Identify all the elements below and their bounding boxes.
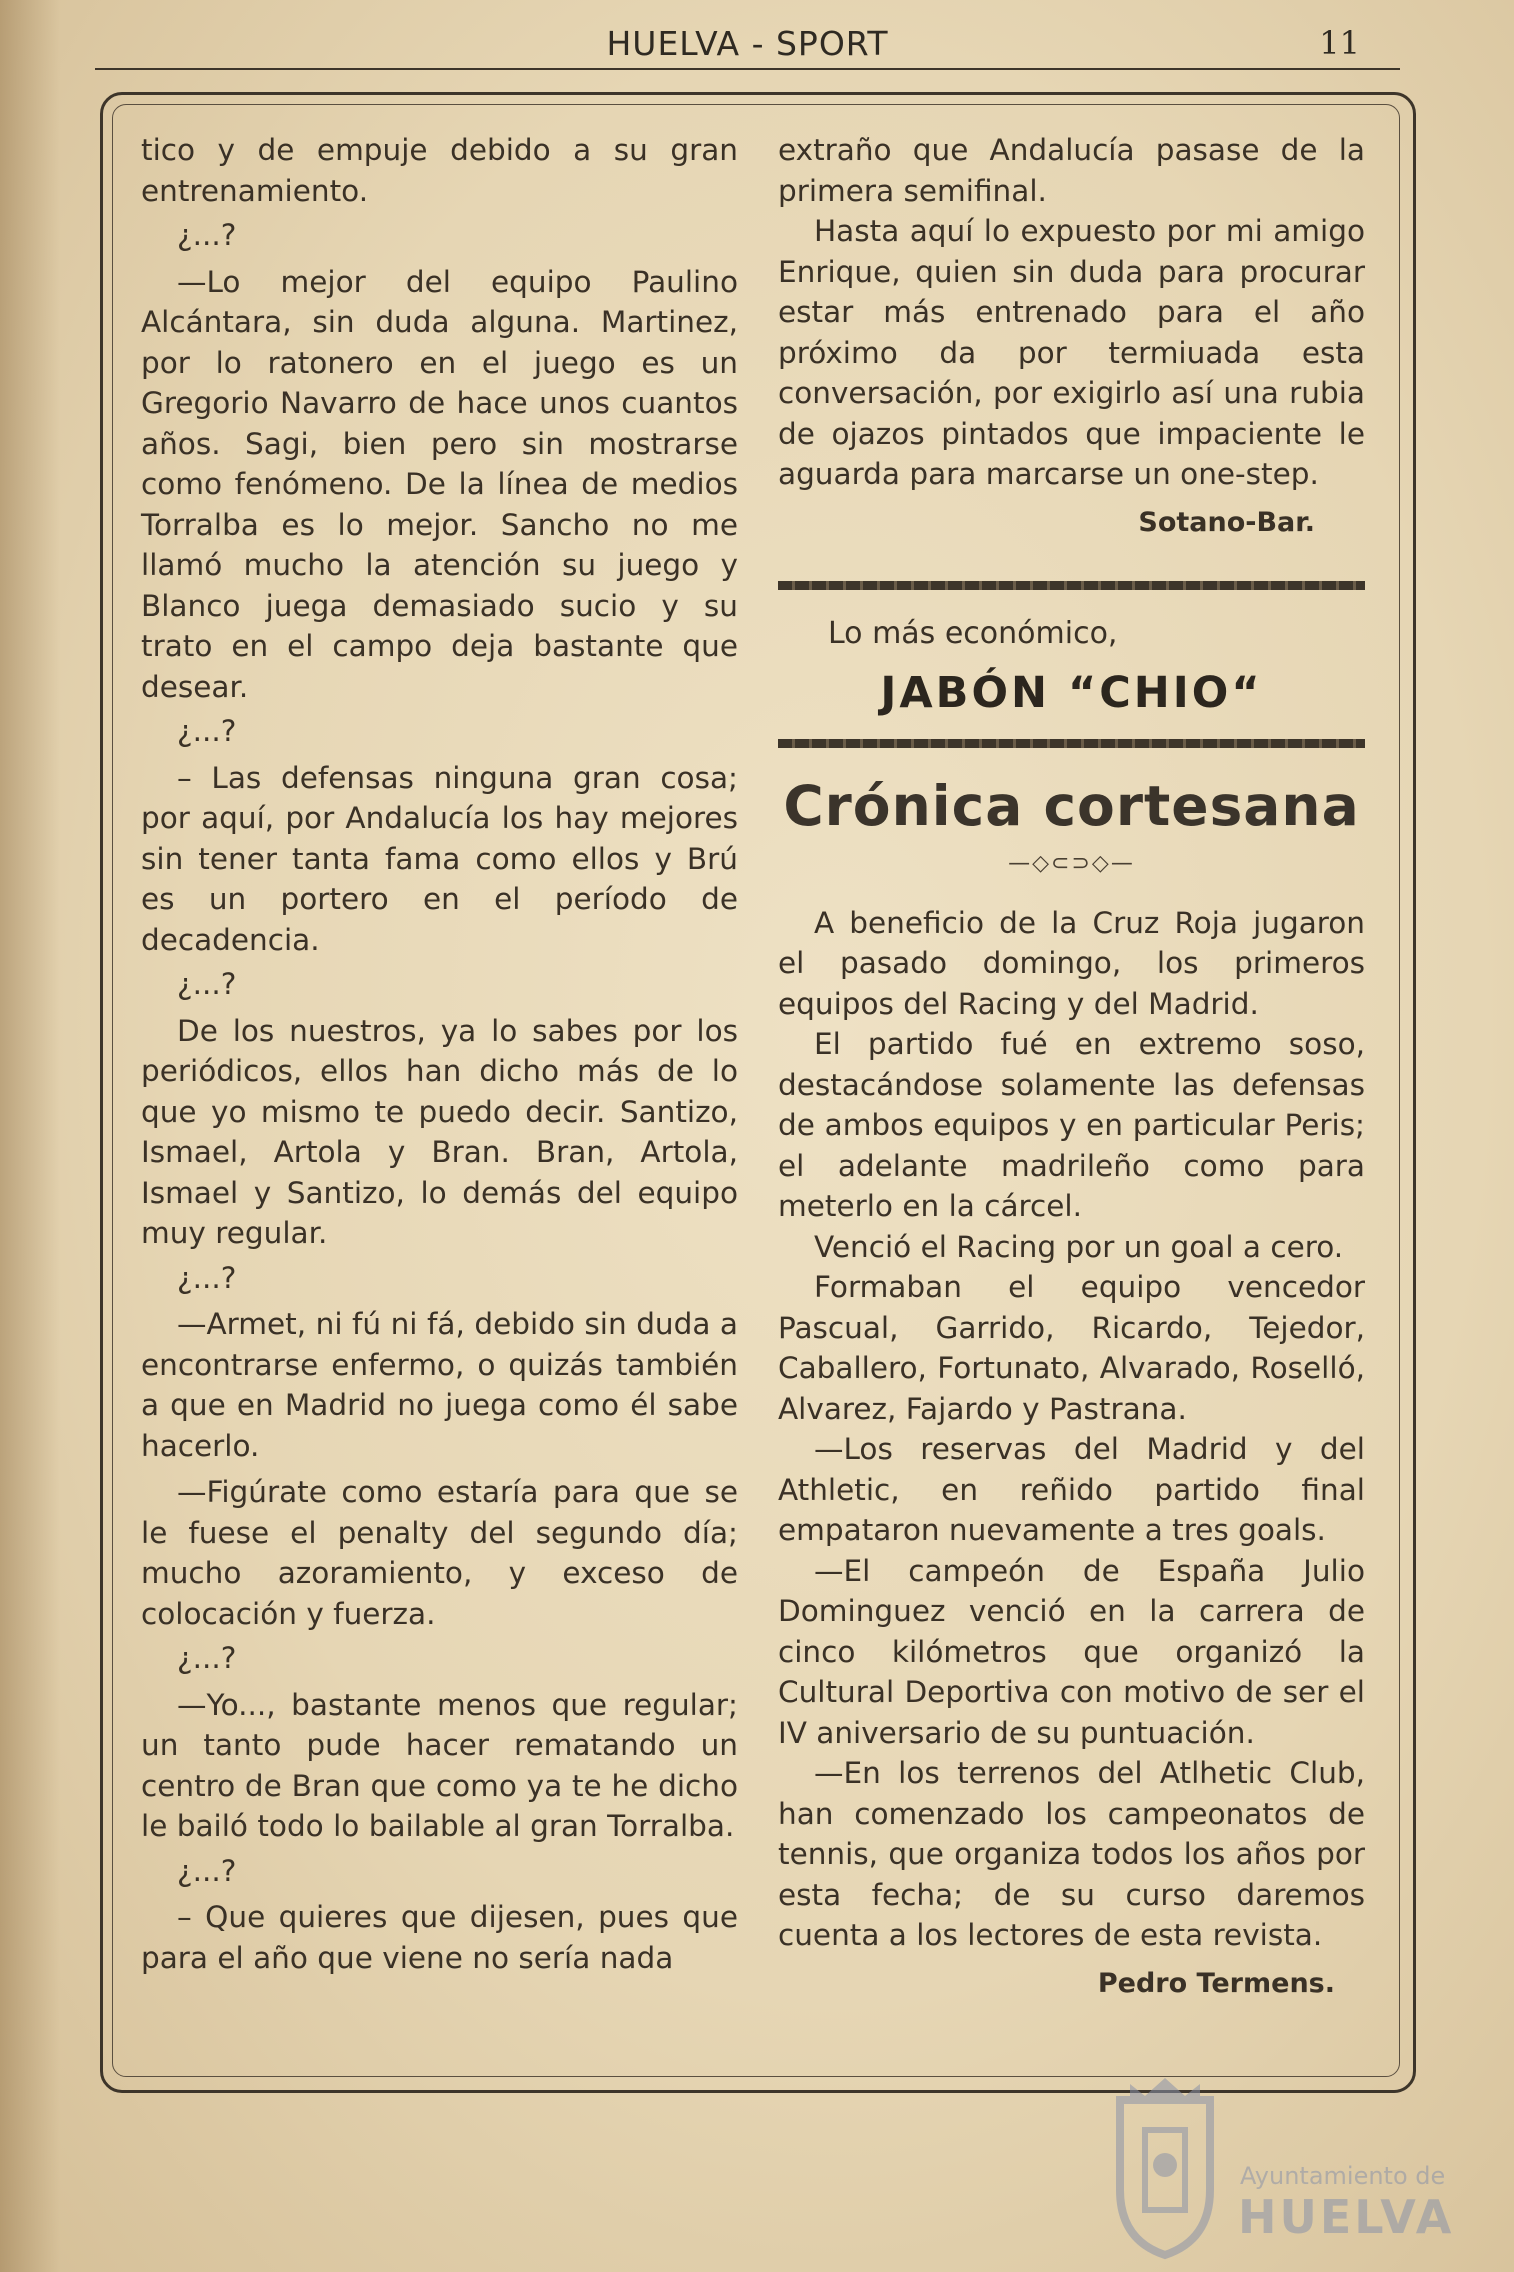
publication-title: HUELVA - SPORT — [606, 24, 889, 63]
question-mark-line: ¿...? — [177, 1853, 237, 1888]
paragraph: —Los reservas del Madrid y del Athletic, en reñido partido final empataron nuevamente a tres goals. — [778, 1432, 1365, 1547]
paragraph: —Lo mejor del equipo Paulino Alcántara, sin duda alguna. Martinez, por lo ratonero en el juego es un Gregorio Navarro de hace unos cuantos años. Sagi, bien pero sin mostrarse como fenómeno. De la línea de medios Torralba es lo mejor. Sancho no me llamó mucho la atención su juego y Blanco juega demasiado sucio y su trato en el campo deja bastante que desear. — [141, 264, 738, 704]
author-signature: Sotano-Bar. — [1138, 506, 1315, 538]
question-mark-line: ¿...? — [177, 1260, 237, 1295]
page-number: 11 — [1319, 24, 1360, 62]
paragraph: —En los terrenos del Atlhetic Club, han comenzado los campeonatos de tennis, que organiza todos los años por esta fecha; de su curso daremos cuenta a los lectores de esta revista. — [778, 1756, 1365, 1952]
watermark-text: Ayuntamiento de — [1240, 2162, 1446, 2190]
author-signature: Pedro Termens. — [1097, 1967, 1335, 1999]
section-title: Crónica cortesana — [783, 774, 1360, 838]
coat-of-arms-icon — [1100, 2070, 1230, 2260]
question-mark-line: ¿...? — [177, 218, 237, 252]
paragraph: —El campeón de España Julio Dominguez venció en la carrera de cinco kilómetros que organizó la Cultural Deportiva con motivo de ser el IV aniversario de su puntuación. — [778, 1553, 1365, 1750]
paragraph: – Las defensas ninguna gran cosa; por aquí, por Andalucía los hay mejores sin tener tanta fama como ellos y Brú es un portero en el período de decadencia. — [141, 760, 738, 957]
section-divider — [778, 739, 1365, 748]
paragraph: tico y de empuje debido a su gran entrenamiento. — [141, 133, 738, 208]
left-column — [141, 130, 738, 1978]
archive-watermark — [1090, 2070, 1455, 2260]
page-header — [95, 20, 1400, 70]
paragraph: —Yo..., bastante menos que regular; un tanto pude hacer rematando un centro de Bran que como ya te he dicho le bailó todo lo bailable al gran Torralba. — [141, 1687, 738, 1843]
header-rule — [95, 68, 1400, 70]
question-mark-line: ¿...? — [177, 967, 237, 1001]
paragraph: El partido fué en extremo soso, destacándose solamente las defensas de ambos equipos y en particular Peris; el adelante madrileño como para meterlo en la cárcel. — [778, 1027, 1365, 1223]
question-mark-line: ¿...? — [177, 714, 237, 748]
page-edge-shadow — [0, 0, 60, 2272]
paragraph: – Que quieres que dijesen, pues que para el año que viene no sería nada — [141, 1900, 738, 1975]
advertisement-brand: JABÓN “CHIO“ — [880, 667, 1263, 718]
watermark-text: HUELVA — [1238, 2190, 1455, 2244]
section-divider — [778, 581, 1365, 590]
right-column — [778, 130, 1365, 2004]
paragraph: Venció el Racing por un goal a cero. — [814, 1229, 1344, 1264]
paragraph: —Figúrate como estaría para que se le fuese el penalty del segundo día; mucho azoramiento, y exceso de colocación y fuerza. — [141, 1475, 738, 1631]
paragraph: Formaban el equipo vencedor Pascual, Garrido, Ricardo, Tejedor, Caballero, Fortunato, Alvarado, Roselló, Alvarez, Fajardo y Pastrana. — [778, 1270, 1365, 1426]
paragraph: Hasta aquí lo expuesto por mi amigo Enrique, quien sin duda para procurar estar más entrenado para el año próximo da por termiuada esta conversación, por exigirlo así una rubia de ojazos pintados que impaciente le aguarda para marcarse un one-step. — [778, 214, 1365, 491]
paragraph: —Armet, ni fú ni fá, debido sin duda a encontrarse enfermo, o quizás también a que en Madrid no juega como él sabe hacerlo. — [141, 1307, 738, 1463]
ornament-divider: —◇⊂⊃◇— — [1008, 851, 1135, 876]
question-mark-line: ¿...? — [177, 1641, 237, 1675]
paragraph: De los nuestros, ya lo sabes por los periódicos, ellos han dicho más de lo que yo mismo te puedo decir. Santizo, Ismael, Artola y Bran. Bran, Artola, Ismael y Santizo, lo demás del equipo muy regular. — [141, 1013, 738, 1250]
paragraph: extraño que Andalucía pasase de la primera semifinal. — [778, 133, 1365, 208]
advertisement-tagline: Lo más económico, — [828, 616, 1118, 651]
paragraph: A beneficio de la Cruz Roja jugaron el pasado domingo, los primeros equipos del Racing y del Madrid. — [778, 905, 1365, 1021]
